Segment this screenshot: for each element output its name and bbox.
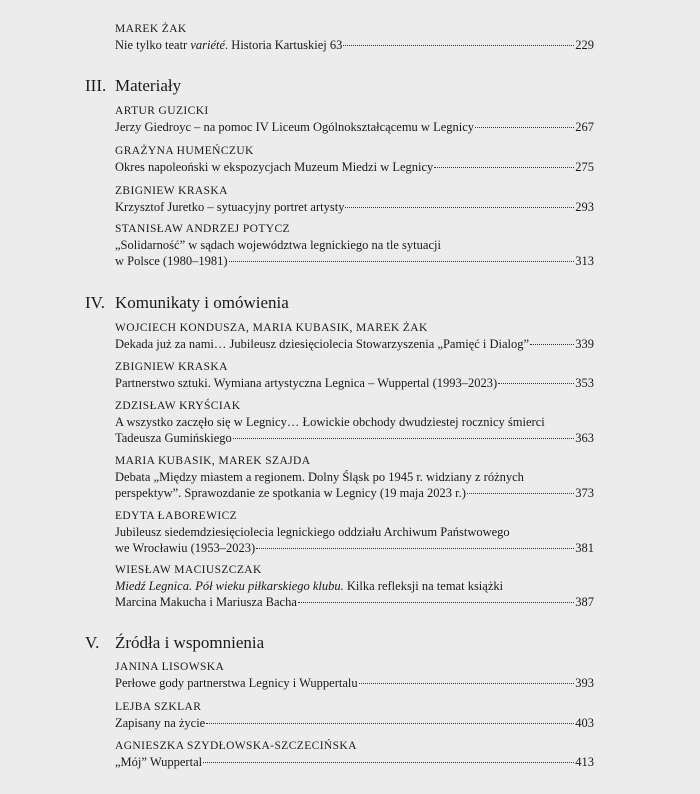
entry-title-line <box>115 253 594 269</box>
entry-title-line <box>115 578 594 594</box>
entry-title-line <box>115 540 594 556</box>
entry-author: ZBIGNIEW KRASKA <box>115 361 228 373</box>
page-number: 381 <box>575 541 594 555</box>
title-text: Okres napoleoński w ekspozycjach Muzeum Miedzi w Legnicy <box>115 160 434 174</box>
entry-author: WIESŁAW MACIUSZCZAK <box>115 564 262 576</box>
entry-author: MAREK ŻAK <box>115 23 187 35</box>
page-number: 393 <box>575 676 594 690</box>
entry-title-line <box>115 237 594 253</box>
title-text: Jerzy Giedroyc – na pomoc IV Liceum Ogólnokształcącemu w Legnicy <box>115 120 475 134</box>
entry-title <box>115 485 466 501</box>
toc-entry[interactable] <box>115 509 594 556</box>
entry-title <box>115 715 205 731</box>
toc-entry[interactable] <box>115 184 594 215</box>
dot-leader <box>345 207 574 208</box>
entry-title <box>115 594 297 610</box>
entry-title-line <box>115 159 594 175</box>
entry-author: JANINA LISOWSKA <box>115 661 225 673</box>
toc-entry[interactable] <box>115 321 594 352</box>
title-text: we Wrocławiu (1953–2023) <box>115 541 256 555</box>
section-title: Komunikaty i omówienia <box>115 293 289 312</box>
title-text: Debata „Między miastem a regionem. Dolny Śląsk po 1945 r. widziany z różnych <box>115 470 524 484</box>
page-number: 267 <box>575 120 594 134</box>
entry-title-line <box>115 119 594 135</box>
entry-title <box>115 540 255 556</box>
dot-leader <box>475 127 574 128</box>
dot-leader <box>298 602 574 603</box>
dot-leader <box>467 493 574 494</box>
entry-title-line <box>115 37 594 53</box>
entry-author: EDYTA ŁABOREWICZ <box>115 510 238 522</box>
dot-leader <box>359 683 575 684</box>
section-numeral: V. <box>85 633 100 652</box>
entry-title-line <box>115 675 594 691</box>
title-text: Tadeusza Gumińskiego <box>115 431 232 445</box>
entry-title <box>115 754 202 770</box>
entry-title-line <box>115 336 594 352</box>
toc-entry[interactable] <box>115 399 594 446</box>
dot-leader <box>206 723 574 724</box>
dot-leader <box>434 167 574 168</box>
dot-leader <box>229 261 575 262</box>
section-numeral: IV. <box>85 293 105 312</box>
page-number: 403 <box>575 716 594 730</box>
toc-entry[interactable] <box>115 22 594 53</box>
title-text: Krzysztof Juretko – sytuacyjny portret artysty <box>115 200 345 214</box>
toc-entry[interactable] <box>115 144 594 175</box>
entry-title-line <box>115 414 594 430</box>
entry-title-line <box>115 754 594 770</box>
title-text: Marcina Makucha i Mariusza Bacha <box>115 595 297 609</box>
title-text: „Solidarność” w sądach województwa legnickiego na tle sytuacji <box>115 238 441 252</box>
title-text: Zapisany na życie <box>115 716 206 730</box>
toc-entry[interactable] <box>115 360 594 391</box>
entry-title-line <box>115 469 594 485</box>
title-text: . Historia Kartuskiej 63 <box>225 38 343 52</box>
entry-title <box>115 37 342 53</box>
page-number: 339 <box>575 337 594 351</box>
title-text: w Polsce (1980–1981) <box>115 254 228 268</box>
entry-title <box>115 375 497 391</box>
toc-entry[interactable] <box>115 454 594 501</box>
section-title: Źródła i wspomnienia <box>115 633 265 652</box>
entry-title <box>115 159 433 175</box>
toc-entry[interactable] <box>115 222 594 269</box>
section-numeral: III. <box>85 76 107 95</box>
entry-title-line <box>115 430 594 446</box>
entry-author: ARTUR GUZICKI <box>115 105 209 117</box>
title-text: Partnerstwo sztuki. Wymiana artystyczna Legnica – Wuppertal (1993–2023) <box>115 376 498 390</box>
section-heading <box>85 76 181 96</box>
section-title: Materiały <box>115 76 182 95</box>
entry-title-line <box>115 524 594 540</box>
title-text: Jubileusz siedemdziesięciolecia legnickiego oddziału Archiwum Państwowego <box>115 525 510 539</box>
entry-title <box>115 119 474 135</box>
dot-leader <box>498 383 574 384</box>
title-text: A wszystko zaczęło się w Legnicy… Łowickie obchody dwudziestej rocznicy śmierci <box>115 415 545 429</box>
entry-title <box>115 675 358 691</box>
title-text: „Mój” Wuppertal <box>115 755 203 769</box>
entry-author: WOJCIECH KONDUSZA, MARIA KUBASIK, MAREK ŻAK <box>115 322 428 334</box>
title-text: Nie tylko teatr <box>115 38 191 52</box>
entry-author: GRAŻYNA HUMEŃCZUK <box>115 145 254 157</box>
title-italic-text: Miedź Legnica. Pół wieku piłkarskiego klubu. <box>115 579 344 593</box>
section-heading <box>85 633 264 653</box>
entry-title <box>115 336 529 352</box>
entry-author: ZBIGNIEW KRASKA <box>115 185 228 197</box>
dot-leader <box>530 344 574 345</box>
page-number: 293 <box>575 200 594 214</box>
section-heading <box>85 293 289 313</box>
title-text: perspektyw”. Sprawozdanie ze spotkania w Legnicy (19 maja 2023 r.) <box>115 486 466 500</box>
page-number: 229 <box>575 38 594 52</box>
toc-entry[interactable] <box>115 104 594 135</box>
title-text: Dekada już za nami… Jubileusz dziesięciolecia Stowarzyszenia „Pamięć i Dialog” <box>115 337 530 351</box>
entry-author: MARIA KUBASIK, MAREK SZAJDA <box>115 455 311 467</box>
dot-leader <box>343 45 574 46</box>
page-number: 363 <box>575 431 594 445</box>
entry-title-line <box>115 199 594 215</box>
dot-leader <box>203 762 574 763</box>
title-text: Kilka refleksji na temat książki <box>343 579 504 593</box>
entry-author: LEJBA SZKLAR <box>115 701 202 713</box>
entry-title <box>115 199 344 215</box>
page-number: 413 <box>575 755 594 769</box>
entry-title <box>115 253 228 269</box>
entry-author: STANISŁAW ANDRZEJ POTYCZ <box>115 223 290 235</box>
page-number: 275 <box>575 160 594 174</box>
title-text: Perłowe gody partnerstwa Legnicy i Wuppertalu <box>115 676 358 690</box>
page-number: 373 <box>575 486 594 500</box>
dot-leader <box>256 548 574 549</box>
entry-title <box>115 430 232 446</box>
toc-entry[interactable] <box>115 700 594 731</box>
page-number: 313 <box>575 254 594 268</box>
toc-entry[interactable] <box>115 739 594 770</box>
page-number: 387 <box>575 595 594 609</box>
toc-entry[interactable] <box>115 660 594 691</box>
page-number: 353 <box>575 376 594 390</box>
entry-title-line <box>115 594 594 610</box>
toc-entry[interactable] <box>115 563 594 610</box>
dot-leader <box>233 438 574 439</box>
entry-author: ZDZISŁAW KRYŚCIAK <box>115 400 241 412</box>
entry-title-line <box>115 375 594 391</box>
entry-author: AGNIESZKA SZYDŁOWSKA-SZCZECIŃSKA <box>115 740 357 752</box>
entry-title-line <box>115 485 594 501</box>
title-italic-text: variété <box>190 38 226 52</box>
entry-title-line <box>115 715 594 731</box>
